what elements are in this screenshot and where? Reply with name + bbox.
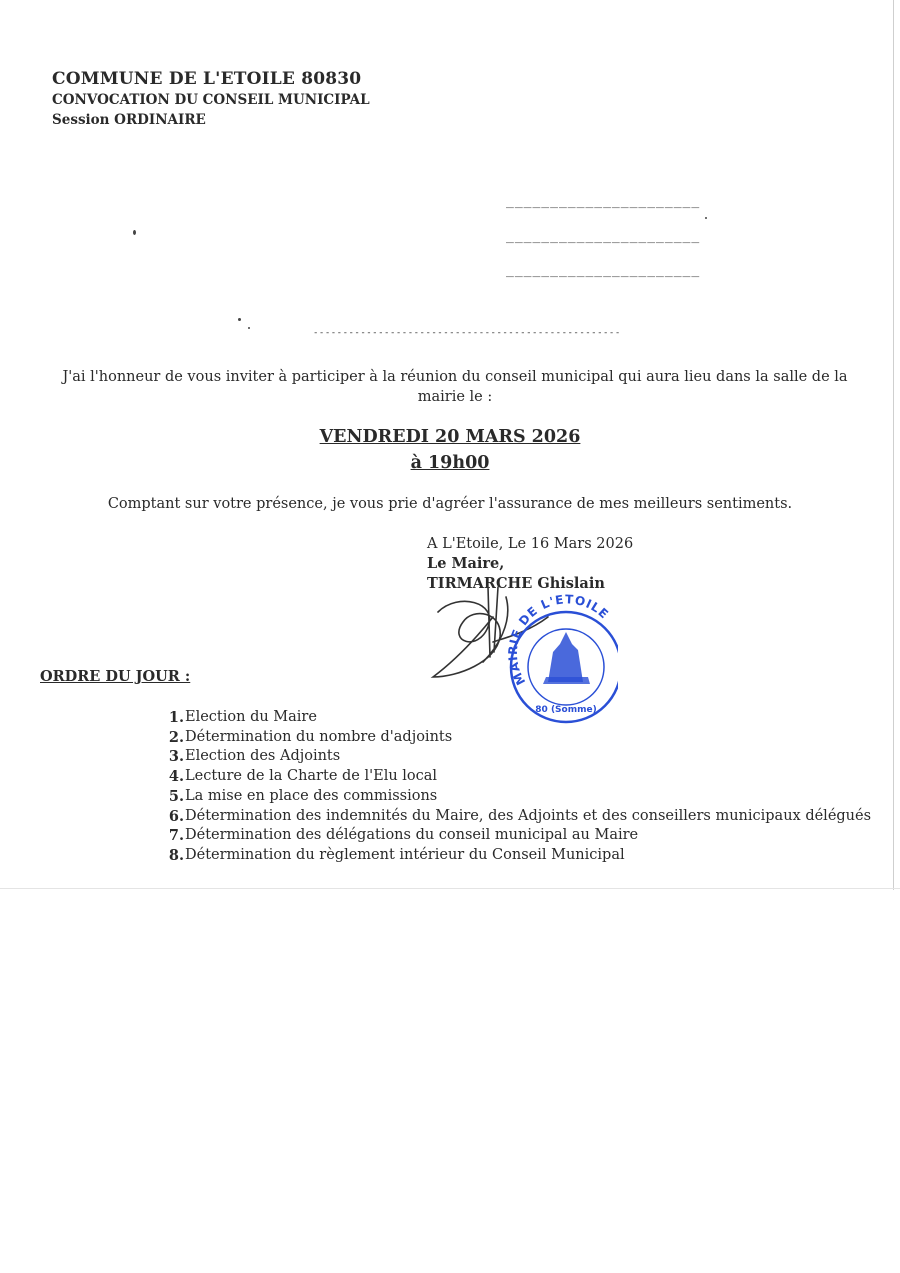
- handwritten-signature: [433, 587, 548, 677]
- agenda-number: 2.: [168, 728, 184, 746]
- separator-line: ----------------------------------------------------: [313, 328, 621, 338]
- agenda-text: La mise en place des commissions: [185, 787, 438, 804]
- signer-title: Le Maire,: [427, 555, 505, 572]
- agenda-text: Détermination du règlement intérieur du Conseil Municipal: [185, 846, 625, 863]
- agenda-number: 1.: [168, 709, 184, 726]
- signer-name: TIRMARCHE Ghislain: [427, 575, 605, 592]
- agenda-item: [150, 767, 871, 787]
- commune-title: COMMUNE DE L'ETOILE 80830: [52, 69, 362, 89]
- agenda-title: ORDRE DU JOUR :: [40, 668, 191, 685]
- agenda-number: 4.: [168, 768, 184, 786]
- scan-speck: [238, 318, 241, 321]
- stamp-subtext: 80 (Somme): [535, 705, 597, 715]
- agenda-item: [150, 846, 871, 866]
- agenda-text: Election des Adjoints: [185, 748, 341, 765]
- scan-speck: [133, 230, 136, 235]
- agenda-number: 3.: [168, 748, 184, 766]
- agenda-item: [150, 708, 871, 728]
- agenda-item: [150, 728, 871, 748]
- agenda-text: Lecture de la Charte de l'Elu local: [185, 768, 438, 785]
- agenda-number: 8.: [168, 846, 184, 864]
- municipal-stamp: [506, 592, 618, 722]
- agenda-text: Détermination des délégations du conseil municipal au Maire: [185, 827, 639, 844]
- agenda-text: Détermination du nombre d'adjoints: [185, 728, 453, 745]
- page-fold-line: [0, 888, 900, 889]
- place-date: A L'Etoile, Le 16 Mars 2026: [427, 536, 634, 552]
- meeting-time: à 19h00: [410, 453, 490, 473]
- scan-speck: [705, 217, 707, 219]
- address-line: ______________________: [506, 229, 701, 244]
- agenda-number: 6.: [168, 807, 184, 825]
- agenda-item: [150, 826, 871, 846]
- agenda-number: 5.: [168, 787, 184, 805]
- agenda-item: [150, 747, 871, 767]
- closing-text: Comptant sur votre présence, je vous prie d'agréer l'assurance de mes meilleurs sentiments.: [107, 496, 793, 512]
- agenda-item: [150, 787, 871, 807]
- scan-speck: [248, 327, 250, 329]
- address-line: ______________________: [506, 263, 701, 278]
- letter-header: [52, 68, 370, 130]
- agenda-list: [150, 708, 871, 866]
- address-line: ______________________: [506, 194, 701, 209]
- agenda-text: Détermination des indemnités du Maire, des Adjoints et des conseillers municipaux délégués: [185, 807, 872, 824]
- agenda-text: Election du Maire: [185, 709, 317, 725]
- convocation-title: CONVOCATION DU CONSEIL MUNICIPAL: [52, 92, 370, 108]
- agenda-number: 7.: [168, 827, 184, 845]
- agenda-item: [150, 807, 871, 827]
- meeting-date: VENDREDI 20 MARS 2026: [319, 427, 581, 447]
- invitation-text: J'ai l'honneur de vous inviter à participer à la réunion du conseil municipal qui aura lieu dans la salle de la mairie le :: [62, 369, 848, 405]
- stamp-text: MAIRIE DE L'ETOILE: [505, 592, 612, 688]
- session-type: Session ORDINAIRE: [52, 112, 206, 128]
